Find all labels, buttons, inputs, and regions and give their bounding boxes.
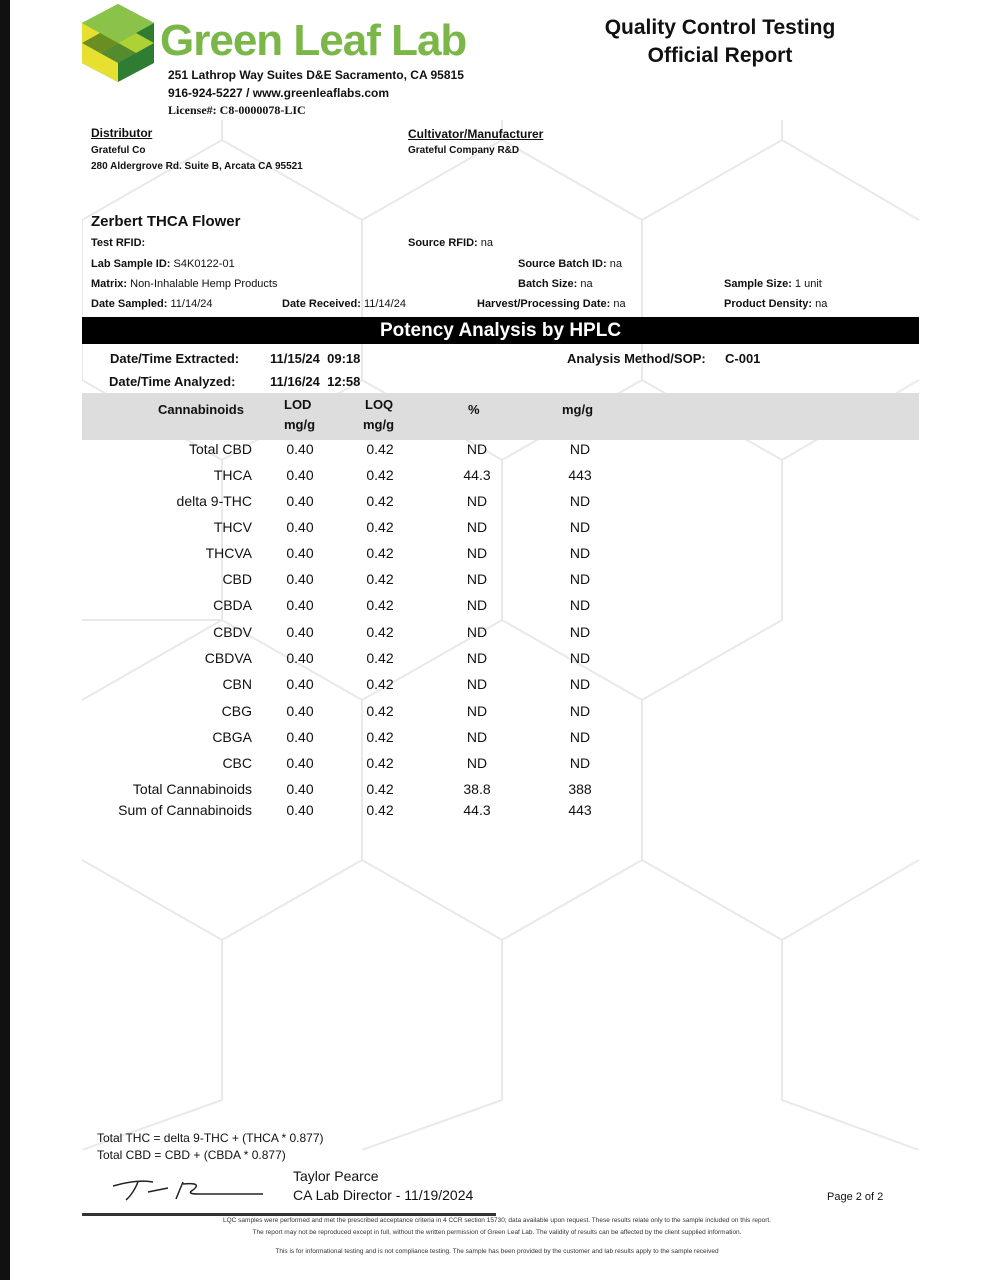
date-sampled-value: 11/14/24 xyxy=(170,298,213,310)
cannabinoid-name: delta 9-THC xyxy=(176,493,252,509)
loq-value: 0.42 xyxy=(366,703,394,719)
header-cannabinoids: Cannabinoids xyxy=(158,402,244,417)
loq-value: 0.42 xyxy=(366,650,394,666)
loq-value: 0.42 xyxy=(366,467,394,483)
method-value: C-001 xyxy=(725,351,761,366)
batch-size-label: Batch Size: xyxy=(518,278,578,290)
mgg-value: ND xyxy=(569,650,591,666)
cannabinoid-name: CBDV xyxy=(213,624,252,640)
product-name: Zerbert THCA Flower xyxy=(91,213,241,230)
lod-value: 0.40 xyxy=(286,467,314,483)
lod-value: 0.40 xyxy=(286,802,314,818)
cannabinoid-name: CBD xyxy=(222,571,252,587)
loq-value: 0.42 xyxy=(366,676,394,692)
lod-value: 0.40 xyxy=(286,755,314,771)
lab-address: 251 Lathrop Way Suites D&E Sacramento, CA 95815 xyxy=(168,68,464,82)
lod-value: 0.40 xyxy=(286,441,314,457)
percent-value: ND xyxy=(466,676,488,692)
source-batch-id-label: Source Batch ID: xyxy=(518,258,607,270)
extracted-label: Date/Time Extracted: xyxy=(110,351,240,366)
header-lod: LOD xyxy=(284,397,312,412)
mgg-value: ND xyxy=(569,493,591,509)
mgg-value: 388 xyxy=(568,781,592,797)
cannabinoid-name: CBGA xyxy=(212,729,252,745)
header-percent: % xyxy=(468,402,480,417)
lod-value: 0.40 xyxy=(286,781,314,797)
cannabinoid-name: Total CBD xyxy=(188,441,252,457)
matrix-value: Non-Inhalable Hemp Products xyxy=(130,278,278,290)
mgg-value: ND xyxy=(569,545,591,561)
percent-value: ND xyxy=(466,597,488,613)
mgg-value: ND xyxy=(569,597,591,613)
source-rfid-value: na xyxy=(480,237,493,249)
percent-value: ND xyxy=(466,441,488,457)
loq-value: 0.42 xyxy=(366,441,394,457)
distributor-label: Distributor xyxy=(91,126,153,140)
percent-value: ND xyxy=(466,545,488,561)
header-mgg: mg/g xyxy=(562,402,594,417)
signature-image xyxy=(108,1174,268,1204)
loq-value: 0.42 xyxy=(366,571,394,587)
distributor-address: 280 Aldergrove Rd. Suite B, Arcata CA 95521 xyxy=(91,161,303,172)
lod-value: 0.40 xyxy=(286,597,314,613)
lod-value: 0.40 xyxy=(286,729,314,745)
mgg-value: ND xyxy=(569,571,591,587)
mgg-value: 443 xyxy=(568,467,592,483)
cannabinoid-name: THCV xyxy=(213,519,252,535)
lod-value: 0.40 xyxy=(286,676,314,692)
cultivator-name: Grateful Company R&D xyxy=(408,145,520,156)
section-title: Potency Analysis by HPLC xyxy=(82,317,919,344)
percent-value: ND xyxy=(466,755,488,771)
mgg-value: ND xyxy=(569,755,591,771)
lod-value: 0.40 xyxy=(286,519,314,535)
percent-value: 38.8 xyxy=(463,781,491,797)
batch-size-value: na xyxy=(580,278,593,290)
signer-title: CA Lab Director - 11/19/2024 xyxy=(293,1187,474,1203)
cannabinoid-name: CBDVA xyxy=(204,650,252,666)
percent-value: ND xyxy=(466,519,488,535)
lab-sample-id-value: S4K0122-01 xyxy=(173,258,235,270)
table-header xyxy=(82,393,919,440)
percent-value: ND xyxy=(466,624,488,640)
percent-value: ND xyxy=(466,571,488,587)
distributor-name: Grateful Co xyxy=(91,145,146,156)
lod-value: 0.40 xyxy=(286,703,314,719)
percent-value: ND xyxy=(466,650,488,666)
cannabinoid-name: Total Cannabinoids xyxy=(132,781,252,797)
loq-value: 0.42 xyxy=(366,729,394,745)
product-density-value: na xyxy=(815,298,828,310)
percent-value: ND xyxy=(466,729,488,745)
loq-value: 0.42 xyxy=(366,545,394,561)
percent-value: ND xyxy=(466,493,488,509)
harvest-date-value: na xyxy=(613,298,626,310)
loq-value: 0.42 xyxy=(366,519,394,535)
lab-contact: 916-924-5227 / www.greenleaflabs.com xyxy=(168,86,389,100)
extracted-value: 11/15/24 09:18 xyxy=(270,351,361,366)
header-loq-unit: mg/g xyxy=(363,417,395,432)
cannabinoid-name: CBC xyxy=(222,755,252,771)
product-density-label: Product Density: xyxy=(724,298,813,310)
lod-value: 0.40 xyxy=(286,493,314,509)
loq-value: 0.42 xyxy=(366,597,394,613)
lab-license: License#: C8-0000078-LIC xyxy=(168,103,306,117)
sample-size-value: 1 unit xyxy=(794,278,822,290)
cannabinoid-name: CBG xyxy=(221,703,252,719)
date-received-label: Date Received: xyxy=(282,298,361,310)
disclaimer-2: The report may not be reproduced except in full, without the written permission of Green Leaf Lab. The validity of results can be affected by the client supplied information. xyxy=(252,1229,742,1236)
test-rfid-label: Test RFID: xyxy=(91,237,146,249)
percent-value: 44.3 xyxy=(463,802,491,818)
signer-name: Taylor Pearce xyxy=(293,1168,379,1184)
report-title-2: Official Report xyxy=(647,44,793,67)
cannabinoid-name: THCA xyxy=(213,467,252,483)
formula-total-thc: Total THC = delta 9-THC + (THCA * 0.877) xyxy=(97,1131,324,1145)
harvest-date-label: Harvest/Processing Date: xyxy=(477,298,611,310)
disclaimer-3: This is for informational testing and is not compliance testing. The sample has been provided by the customer and lab results apply to the sample received xyxy=(275,1248,719,1255)
lod-value: 0.40 xyxy=(286,545,314,561)
formula-total-cbd: Total CBD = CBD + (CBDA * 0.877) xyxy=(97,1148,286,1162)
lab-sample-id-label: Lab Sample ID: xyxy=(91,258,171,270)
mgg-value: ND xyxy=(569,676,591,692)
loq-value: 0.42 xyxy=(366,781,394,797)
lod-value: 0.40 xyxy=(286,650,314,666)
source-batch-id-value: na xyxy=(609,258,622,270)
cannabinoid-name: Sum of Cannabinoids xyxy=(118,802,252,818)
hexagon-logo-icon xyxy=(82,4,154,82)
method-label: Analysis Method/SOP: xyxy=(567,351,706,366)
cultivator-label: Cultivator/Manufacturer xyxy=(408,127,544,141)
mgg-value: ND xyxy=(569,624,591,640)
mgg-value: ND xyxy=(569,441,591,457)
lab-name: Green Leaf Lab xyxy=(160,16,467,65)
loq-value: 0.42 xyxy=(366,802,394,818)
header-lod-unit: mg/g xyxy=(284,417,316,432)
date-sampled-label: Date Sampled: xyxy=(91,298,168,310)
lod-value: 0.40 xyxy=(286,571,314,587)
cannabinoid-name: CBDA xyxy=(213,597,252,613)
percent-value: ND xyxy=(466,703,488,719)
cannabinoid-name: CBN xyxy=(222,676,252,692)
sample-size-label: Sample Size: xyxy=(724,278,792,290)
analyzed-value: 11/16/24 12:58 xyxy=(270,374,361,389)
mgg-value: ND xyxy=(569,703,591,719)
mgg-value: 443 xyxy=(568,802,592,818)
report-title-1: Quality Control Testing xyxy=(604,16,836,39)
lod-value: 0.40 xyxy=(286,624,314,640)
source-rfid-label: Source RFID: xyxy=(408,237,478,249)
footer-divider xyxy=(82,1213,496,1216)
matrix-label: Matrix: xyxy=(91,278,128,290)
disclaimer-1: LQC samples were performed and met the prescribed acceptance criteria in 4 CCR section 15730; data available upon request. These results relate only to the sample included on this report. xyxy=(223,1217,771,1224)
loq-value: 0.42 xyxy=(366,493,394,509)
loq-value: 0.42 xyxy=(366,624,394,640)
percent-value: 44.3 xyxy=(463,467,491,483)
header-loq: LOQ xyxy=(365,397,394,412)
date-received-value: 11/14/24 xyxy=(363,298,406,310)
page-edge xyxy=(0,0,10,1280)
mgg-value: ND xyxy=(569,519,591,535)
page-number: Page 2 of 2 xyxy=(827,1191,884,1203)
cannabinoid-name: THCVA xyxy=(205,545,252,561)
mgg-value: ND xyxy=(569,729,591,745)
analyzed-label: Date/Time Analyzed: xyxy=(109,374,236,389)
loq-value: 0.42 xyxy=(366,755,394,771)
